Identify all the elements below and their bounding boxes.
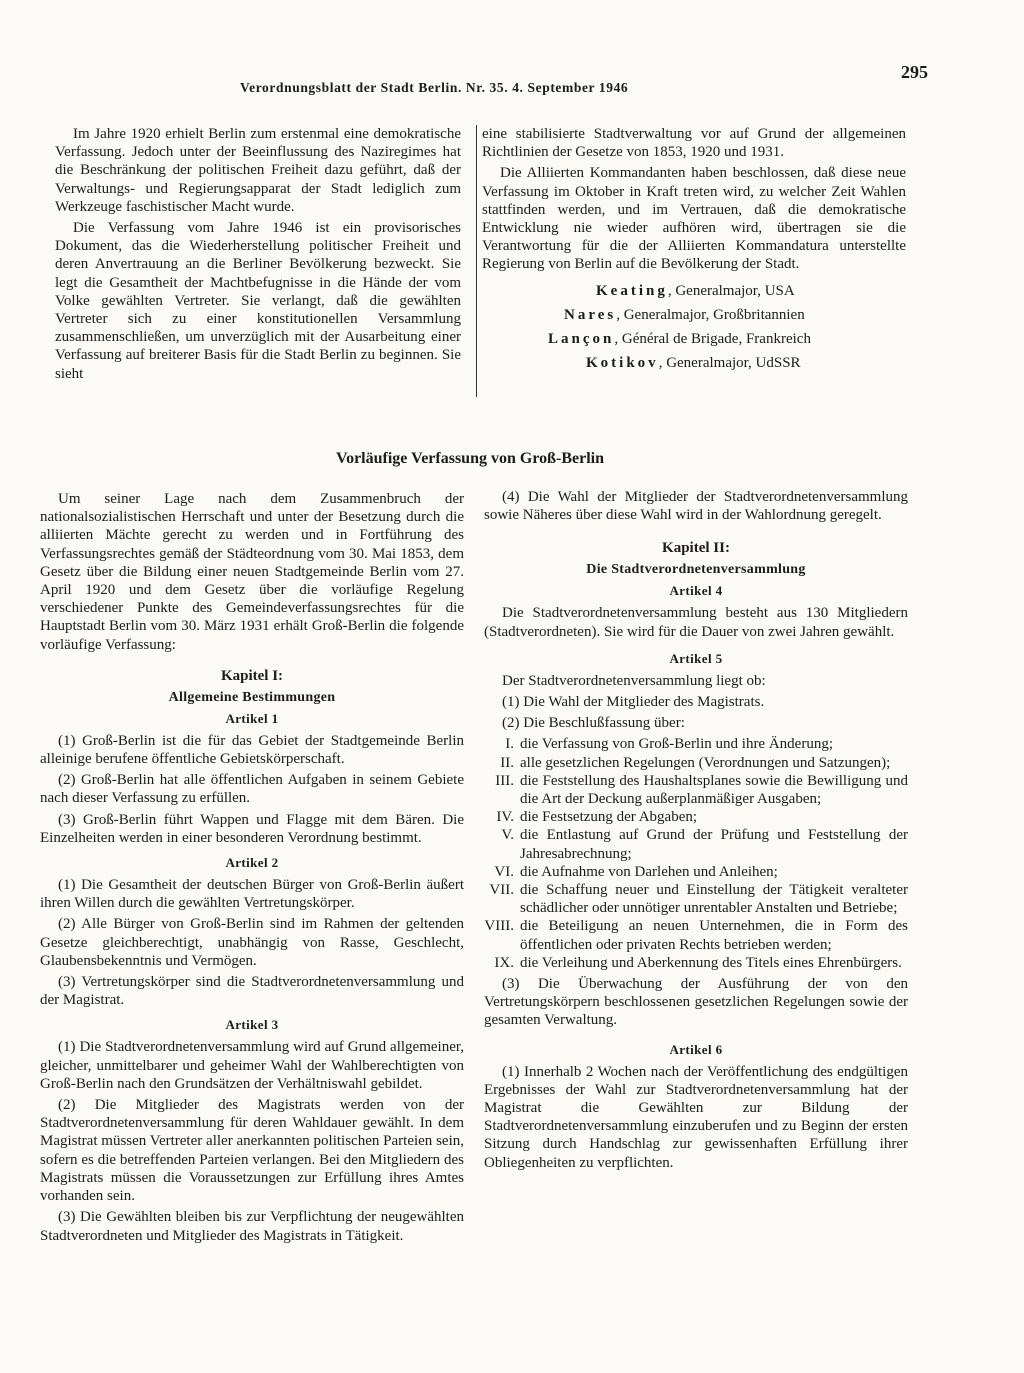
artikel-2-paragraph: (2) Alle Bürger von Groß-Berlin sind im Rahmen der geltenden Gesetze gleichberechtigt, unabhängig von Rasse, Geschlecht, Glaubensbekenntnis und Vermögen. — [40, 916, 464, 969]
artikel-1-heading: Artikel 1 — [225, 710, 279, 726]
signature-line: Nares, Generalmajor, Großbritannien — [564, 306, 805, 323]
list-item: IV. die Festsetzung der Abgaben; — [496, 809, 698, 826]
page-number: 295 — [901, 62, 928, 82]
list-item: VII. die Schaffung neuer und Einstellung der Tätigkeit veralteter schädlicher oder unnötiger unrentabler Anstalten und Betriebe; — [489, 882, 908, 917]
list-item: IX. die Verleihung und Aberkennung des Titels eines Ehrenbürgers. — [494, 954, 902, 971]
kapitel-2-subheading: Die Stadtverordnetenversammlung — [586, 562, 806, 578]
list-item: VIII. die Beteiligung an neuen Unternehmen, die in Form des öffentlichen oder privaten Rechts betrieben werden; — [484, 918, 908, 953]
artikel-3-paragraph: (1) Die Stadtverordnetenversammlung wird auf Grund allgemeiner, gleicher, unmittelbarer und geheimer Wahl der Wahlberechtigten von Groß-Berlin nach den Grundsätzen der Verhältniswahl gebildet. — [40, 1039, 464, 1092]
artikel-5-sublist — [484, 735, 908, 972]
intro-left-column — [55, 125, 461, 386]
intro-right-column — [482, 125, 906, 375]
artikel-3-heading: Artikel 3 — [225, 1017, 279, 1033]
list-item: VI. die Aufnahme von Darlehen und Anleihen; — [494, 863, 778, 880]
constitution-right-column — [484, 488, 908, 1175]
artikel-4-heading: Artikel 4 — [669, 583, 723, 599]
artikel-6-heading: Artikel 6 — [669, 1041, 723, 1057]
artikel-5-item: (2) Die Beschlußfassung über: — [502, 715, 685, 732]
kapitel-2-heading: Kapitel II: — [662, 540, 730, 557]
artikel-3-paragraph: (4) Die Wahl der Mitglieder der Stadtverordnetenversammlung sowie Näheres über diese Wahl wird in der Wahlordnung geregelt. — [484, 489, 908, 524]
page-header: Verordnungsblatt der Stadt Berlin. Nr. 35. 4. September 1946 — [240, 80, 629, 95]
artikel-6-paragraph: (1) Innerhalb 2 Wochen nach der Veröffentlichung des endgültigen Ergebnisses der Wahl zur Stadtverordnetenversammlung hat der Magistrat die Gewählten zur Bildung der Stadtverordnetenversammlung einzuberufen und zu Beginn der ersten Sitzung durch Handschlag zur gewissenhaften Erfüllung ihrer Obliegenheiten zu verpflichten. — [484, 1063, 908, 1171]
signature-line: Keating, Generalmajor, USA — [596, 282, 795, 299]
artikel-1-paragraph: (2) Groß-Berlin hat alle öffentlichen Aufgaben in seinem Gebiete nach dieser Verfassung zu erfüllen. — [40, 772, 464, 807]
intro-paragraph-2: Die Verfassung vom Jahre 1946 ist ein provisorisches Dokument, das die Wiederherstellung politischer Freiheit und deren Anvertrauung an die Berliner Bevölkerung bezweckt. Sie legt die Gesamtheit der Machtbefugnisse in die Hände der vom Volke gewählten Vertreter. Sie verlangt, daß die gewählten Vertreter sich zu einer konstitutionellen Versammlung zusammenschließen, um unverzüglich mit der Ausarbeitung einer Verfassung auf breiterer Basis für die Stadt Berlin zu beginnen. Sie sieht — [55, 220, 461, 382]
artikel-1-paragraph: (1) Groß-Berlin ist die für das Gebiet der Stadtgemeinde Berlin alleinige berufene öffentliche Gebietskörperschaft. — [40, 732, 464, 768]
intro-paragraph-1: Im Jahre 1920 erhielt Berlin zum erstenmal eine demokratische Verfassung. Jedoch unter der Beeinflussung des Naziregimes hat die Beschränkung der politischen Freiheit dazu geführt, daß der Verwaltungs- und Regierungsapparat der Stadt lediglich zum Werkzeuge faschistischer Macht wurde. — [55, 126, 461, 215]
list-item: II. alle gesetzlichen Regelungen (Verordnungen und Satzungen); — [500, 754, 891, 771]
artikel-2-heading: Artikel 2 — [225, 855, 279, 871]
signature-line: Lançon, Général de Brigade, Frankreich — [548, 331, 811, 348]
kapitel-1-heading: Kapitel I: — [220, 667, 284, 684]
list-item: I. die Verfassung von Groß-Berlin und ihre Änderung; — [505, 736, 833, 753]
artikel-5-item: (3) Die Überwachung der Ausführung der von den Vertretungskörpern beschlossenen gesetzlichen Regelungen sowie der gesamten Verwaltung. — [484, 976, 908, 1029]
preamble: Um seiner Lage nach dem Zusammenbruch der nationalsozialistischen Herrschaft und unter der Besetzung durch die alliierten Mächte gerecht zu werden und in Fortführung des Verfassungsrechtes gemäß der Städteordnung vom 30. Mai 1853, dem Gesetz über die Bildung einer neuen Stadtgemeinde Berlin vom 27. April 1920 und dem Gesetz über die vorläufige Regelung verschiedener Punkte des Gemeindeverfassungsrechtes für die Hauptstadt Berlin vom 30. März 1931 erhält Groß-Berlin die folgende vorläufige Verfassung: — [40, 491, 464, 653]
artikel-4-paragraph: Die Stadtverordnetenversammlung besteht aus 130 Mitgliedern (Stadtverordneten). Sie wird für die Dauer von zwei Jahren gewählt. — [484, 605, 908, 640]
artikel-2-paragraph: (1) Die Gesamtheit der deutschen Bürger von Groß-Berlin äußert ihren Willen durch die gewählten Vertretungskörper. — [40, 877, 464, 912]
signature-line: Kotikov, Generalmajor, UdSSR — [586, 355, 801, 372]
document-title: Vorläufige Verfassung von Groß-Berlin — [335, 450, 605, 467]
list-item: V. die Entlastung auf Grund der Prüfung und Feststellung der Jahresabrechnung; — [501, 827, 908, 862]
intro-paragraph-3: eine stabilisierte Stadtverwaltung vor auf Grund der allgemeinen Richtlinien der Gesetze von 1853, 1920 und 1931. — [482, 126, 906, 161]
artikel-5-item: (1) Die Wahl der Mitglieder des Magistrats. — [502, 694, 765, 711]
artikel-3-paragraph: (2) Die Mitglieder des Magistrats werden von der Stadtverordnetenversammlung für deren Wahldauer gewählt. In dem Magistrat müssen Vertreter aller anerkannten politischen Parteien sein, sofern es die betreffenden Parteien verlangen. Bei den Mitgliedern des Magistrats müssen die Voraussetzungen zur Erfüllung ihres Amtes vorhanden sein. — [40, 1097, 464, 1205]
kapitel-1-subheading: Allgemeine Bestimmungen — [168, 689, 336, 705]
artikel-2-paragraph: (3) Vertretungskörper sind die Stadtverordnetenversammlung und der Magistrat. — [40, 974, 464, 1009]
column-divider — [476, 125, 477, 397]
list-item: III. die Feststellung des Haushaltsplanes sowie die Bewilligung und die Art der Deckung außerplanmäßiger Ausgaben; — [495, 772, 908, 808]
intro-paragraph-4: Die Alliierten Kommandanten haben beschlossen, daß diese neue Verfassung im Oktober in Kraft treten wird, zu welcher Zeit Wahlen stattfinden werden, und im Vertrauen, daß die demokratische Entwicklung nie wieder aufhören wird, übertragen sie die Verantwortung für die der Alliierten Kommandatura unterstellte Regierung von Berlin auf die Bevölkerung der Stadt. — [482, 165, 906, 273]
artikel-3-paragraph: (3) Die Gewählten bleiben bis zur Verpflichtung der neugewählten Stadtverordneten und Mitglieder des Magistrats in Tätigkeit. — [40, 1209, 464, 1244]
artikel-1-paragraph: (3) Groß-Berlin führt Wappen und Flagge mit dem Bären. Die Einzelheiten werden in einer besonderen Verordnung bestimmt. — [40, 811, 464, 846]
signature-block — [482, 282, 906, 373]
constitution-left-column — [40, 490, 464, 1248]
artikel-5-intro: Der Stadtverordnetenversammlung liegt ob: — [502, 672, 766, 689]
artikel-5-heading: Artikel 5 — [669, 650, 723, 666]
